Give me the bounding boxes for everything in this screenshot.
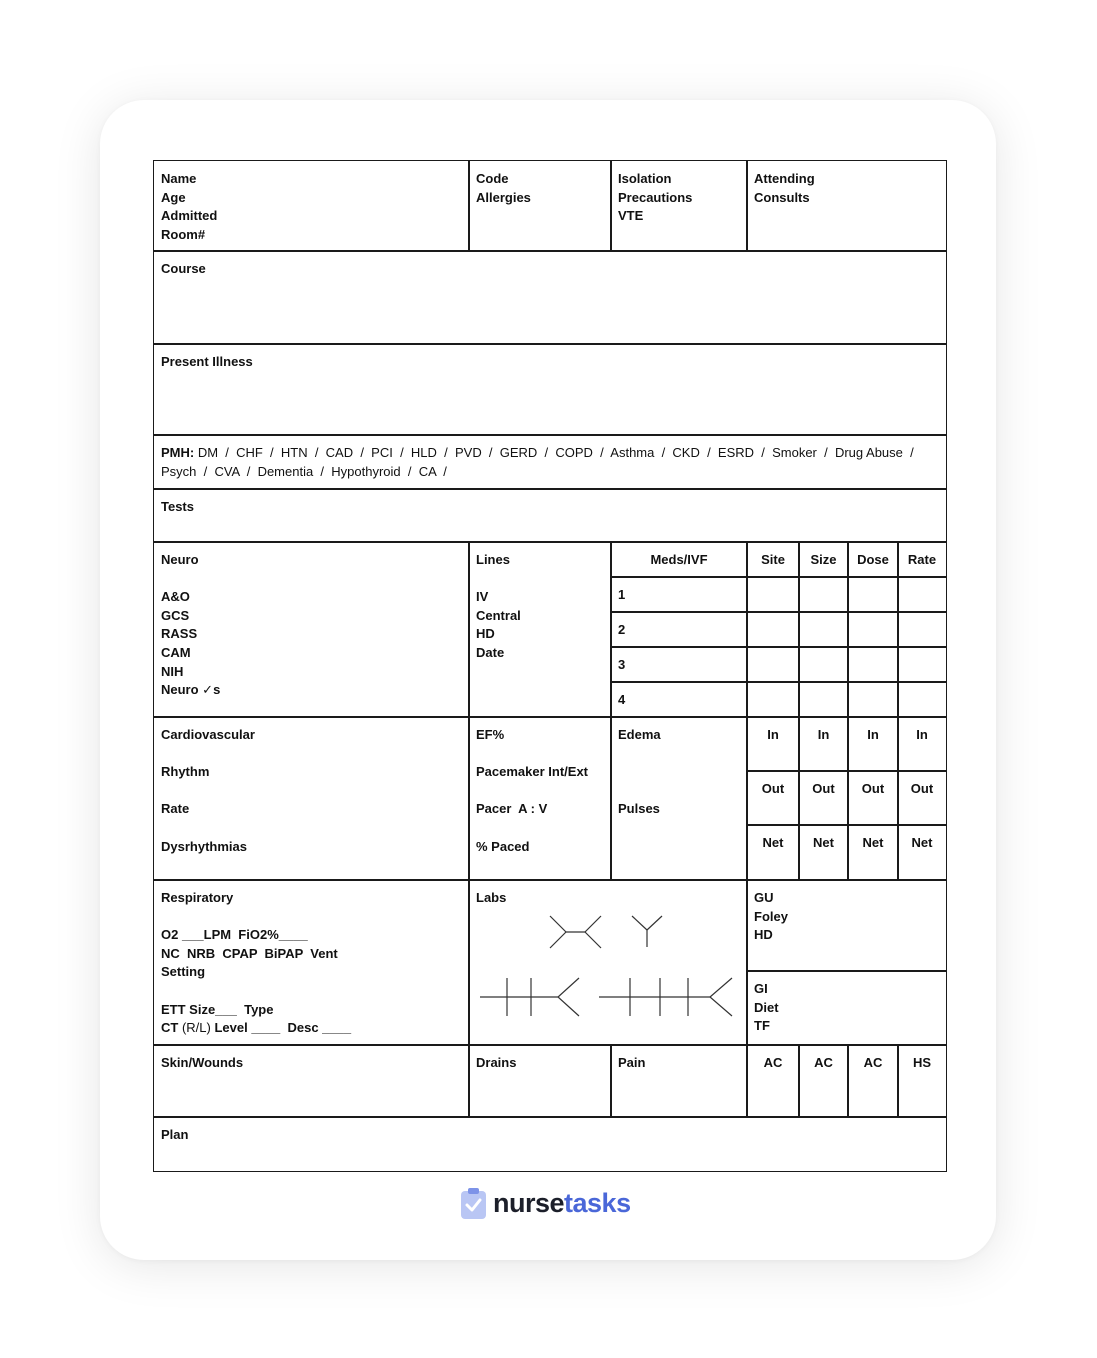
- ef-item: % Paced: [476, 838, 530, 854]
- meds-dose-cell: [847, 646, 899, 683]
- tests-label: Tests: [161, 499, 194, 514]
- meds-row-number: 2: [610, 611, 748, 648]
- tf-label: TF: [754, 1018, 770, 1034]
- meds-site-cell: [746, 681, 800, 718]
- pain-cell: [610, 1044, 748, 1118]
- io-net-cell: Net: [746, 824, 800, 881]
- ef-item: Pacer A : V: [476, 801, 548, 817]
- resp-ct-side: (R/L): [181, 1020, 211, 1036]
- abg-fishbone: [550, 916, 601, 948]
- meds-dose-cell: [847, 576, 899, 613]
- neuro-title: Neuro: [161, 552, 199, 567]
- resp-ett: ETT Size___ Type: [161, 1001, 274, 1017]
- meds-size-cell: [798, 681, 849, 718]
- io-out-cell: Out: [897, 770, 947, 826]
- gu-cell: [746, 879, 947, 972]
- io-out-cell: Out: [798, 770, 849, 826]
- io-out-cell: Out: [746, 770, 800, 826]
- neuro-cell: [153, 541, 470, 718]
- code-label: Code: [476, 171, 509, 186]
- isolation-cell: [610, 160, 748, 252]
- code-cell: [468, 160, 612, 252]
- meds-row-number: 3: [610, 646, 748, 683]
- present-illness-label: Present Illness: [161, 354, 253, 369]
- resp-o2: O2 ___LPM FiO2%____: [161, 927, 308, 943]
- tests-cell: [153, 488, 947, 543]
- lines-title: Lines: [476, 552, 510, 567]
- io-net-cell: Net: [798, 824, 849, 881]
- gi-label: GI: [754, 981, 768, 996]
- meds-rate-cell: [897, 611, 947, 648]
- ef-item: Pacemaker Int/Ext: [476, 764, 589, 780]
- cardio-item: Rhythm: [161, 764, 210, 780]
- lines-cell: [468, 541, 612, 718]
- meds-row-number: 4: [610, 681, 748, 718]
- io-in-cell: In: [746, 716, 800, 772]
- io-net-cell: Net: [897, 824, 947, 881]
- skin-wounds-label: Skin/Wounds: [161, 1055, 244, 1070]
- ef-item: EF%: [476, 727, 505, 742]
- drains-label: Drains: [476, 1055, 517, 1070]
- bmp-fishbone: [480, 978, 579, 1016]
- neuro-item: Neuro ✓s: [161, 682, 221, 698]
- meds-site-cell: [746, 576, 800, 613]
- course-label: Course: [161, 261, 206, 276]
- glucose-ac-cell: AC: [798, 1044, 849, 1118]
- meds-size-cell: [798, 576, 849, 613]
- course-cell: [153, 250, 947, 345]
- brand-part2: tasks: [564, 1188, 631, 1218]
- resp-title: Respiratory: [161, 890, 234, 905]
- resp-ct: CT: [161, 1020, 179, 1036]
- cardio-item: Dysrhythmias: [161, 838, 247, 854]
- meds-rate-cell: [897, 646, 947, 683]
- diet-label: Diet: [754, 999, 779, 1015]
- respiratory-cell: [153, 879, 470, 1046]
- dose-header: Dose: [847, 541, 899, 578]
- admitted-label: Admitted: [161, 208, 218, 224]
- meds-rate-cell: [897, 681, 947, 718]
- lines-item: HD: [476, 626, 495, 642]
- neuro-item: RASS: [161, 626, 198, 642]
- io-net-cell: Net: [847, 824, 899, 881]
- meds-site-cell: [746, 646, 800, 683]
- io-out-cell: Out: [847, 770, 899, 826]
- size-header: Size: [798, 541, 849, 578]
- meds-site-cell: [746, 611, 800, 648]
- pulses-label: Pulses: [618, 801, 660, 817]
- hd-label: HD: [754, 927, 773, 943]
- clipboard-check-icon: [460, 1187, 487, 1220]
- glucose-hs-cell: HS: [897, 1044, 947, 1118]
- cardio-title: Cardiovascular: [161, 727, 255, 742]
- glucose-ac-cell: AC: [847, 1044, 899, 1118]
- room-label: Room#: [161, 226, 206, 242]
- name-label: Name: [161, 171, 197, 186]
- glucose-ac-cell: AC: [746, 1044, 800, 1118]
- plan-cell: [153, 1116, 947, 1172]
- pain-label: Pain: [618, 1055, 646, 1070]
- lines-item: IV: [476, 589, 489, 605]
- neuro-item: GCS: [161, 607, 190, 623]
- brand-part1: nurse: [493, 1188, 565, 1218]
- neuro-item: CAM: [161, 644, 191, 660]
- neuro-item: A&O: [161, 589, 190, 605]
- drains-cell: [468, 1044, 612, 1118]
- attending-label: Attending: [754, 171, 815, 186]
- patient-id-cell: [153, 160, 470, 252]
- site-header: Site: [746, 541, 800, 578]
- gi-cell: [746, 970, 947, 1046]
- lab-fishbone-diagrams: [470, 880, 746, 1045]
- lines-item: Date: [476, 644, 505, 660]
- rate-header: Rate: [897, 541, 947, 578]
- age-label: Age: [161, 189, 186, 205]
- nursetasks-logo: [460, 1186, 631, 1220]
- meds-dose-cell: [847, 681, 899, 718]
- foley-label: Foley: [754, 908, 788, 924]
- lines-item: Central: [476, 607, 521, 623]
- meds-row-number: 1: [610, 576, 748, 613]
- meds-size-cell: [798, 646, 849, 683]
- io-in-cell: In: [847, 716, 899, 772]
- cbc-fishbone: [599, 978, 732, 1016]
- meds-size-cell: [798, 611, 849, 648]
- io-in-cell: In: [897, 716, 947, 772]
- pmh-list-line2: Psych / CVA / Dementia / Hypothyroid / CA /: [161, 464, 447, 479]
- consults-label: Consults: [754, 189, 810, 205]
- edema-label: Edema: [618, 727, 661, 742]
- pmh-cell: [153, 434, 947, 490]
- resp-ct-level: Level ____ Desc ____: [214, 1020, 352, 1036]
- edema-cell: [610, 716, 748, 881]
- io-in-cell: In: [798, 716, 849, 772]
- y-diagram: [632, 916, 662, 947]
- allergies-label: Allergies: [476, 189, 531, 205]
- attending-cell: [746, 160, 947, 252]
- precautions-label: Precautions: [618, 189, 693, 205]
- present-illness-cell: [153, 343, 947, 436]
- plan-label: Plan: [161, 1127, 189, 1142]
- skin-wounds-cell: [153, 1044, 470, 1118]
- vte-label: VTE: [618, 208, 644, 224]
- ef-cell: [468, 716, 612, 881]
- pmh-list-line1: DM / CHF / HTN / CAD / PCI / HLD / PVD / GERD / COPD / Asthma / CKD / ESRD / Smoker / Drug Abuse /: [197, 445, 914, 460]
- resp-modes: NC NRB CPAP BiPAP Vent: [161, 945, 338, 961]
- cardio-item: Rate: [161, 801, 190, 817]
- neuro-item: NIH: [161, 663, 184, 679]
- pmh-label: PMH:: [161, 445, 195, 460]
- meds-header: Meds/IVF: [610, 541, 748, 578]
- meds-rate-cell: [897, 576, 947, 613]
- meds-dose-cell: [847, 611, 899, 648]
- gu-label: GU: [754, 890, 774, 905]
- isolation-label: Isolation: [618, 171, 672, 186]
- resp-setting: Setting: [161, 964, 206, 980]
- labs-label: Labs: [476, 890, 507, 905]
- cardio-cell: [153, 716, 470, 881]
